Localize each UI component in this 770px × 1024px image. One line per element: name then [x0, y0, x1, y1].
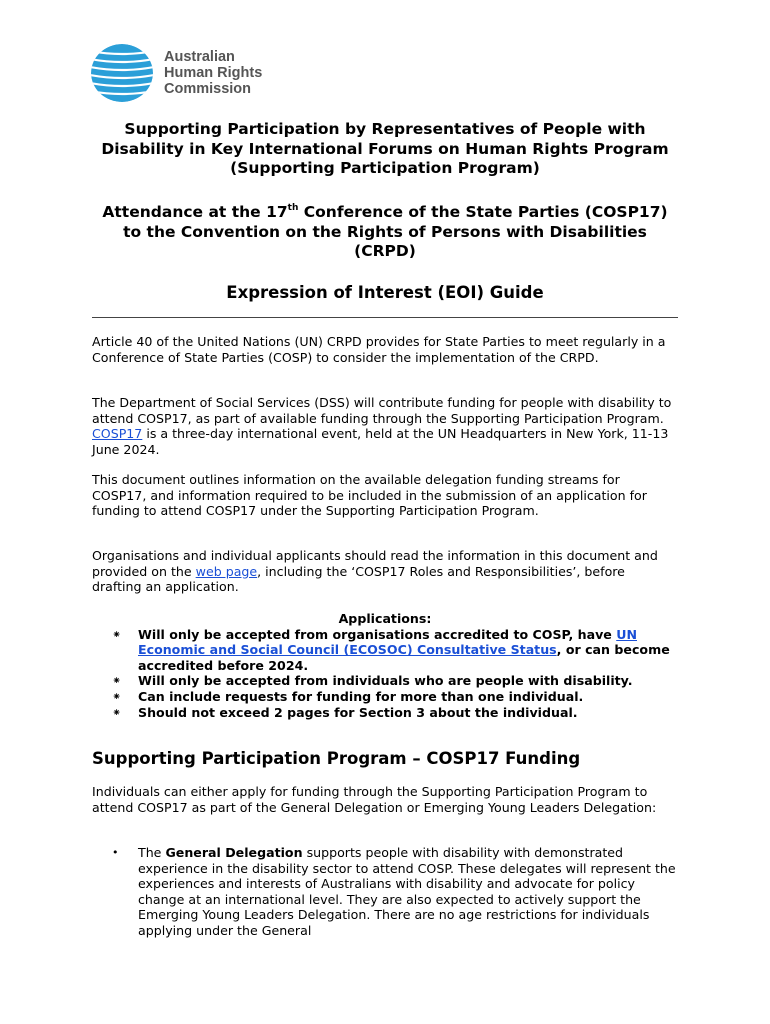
p4-text-pre: Organisations and individual applicants should read the information in this document and provided on the — [92, 548, 658, 579]
item4-text: Should not exceed 2 pages for Section 3 about the individual. — [138, 704, 578, 720]
paragraph-article-40: Article 40 of the United Nations (UN) CRPD provides for State Parties to meet regularly in a Conference of State Parties (COSP) to consider the implementation of the CRPD. — [92, 334, 666, 365]
paragraph-document-outline: This document outlines information on the available delegation funding streams for COSP17, and information required to be included in the submission of an application for funding to attend COSP17 under the Supporting Participation Program. — [92, 472, 647, 519]
p2-text-pre: The Department of Social Services (DSS) will contribute funding for people with disability to attend COSP17, as part of available funding through the Supporting Participation Program. — [92, 395, 672, 426]
section-heading: Supporting Participation Program – COSP17 Funding — [92, 749, 581, 768]
paragraph-read-info — [92, 548, 678, 595]
applications-list — [92, 627, 678, 721]
logo-wordmark — [164, 49, 262, 97]
logo-line-1: Australian — [164, 49, 235, 65]
gd-term: General Delegation — [165, 845, 303, 860]
event-title-sup: th — [287, 203, 299, 213]
paragraph-dss-funding — [92, 395, 678, 457]
applications-heading: Applications: — [338, 611, 432, 626]
list-item — [92, 689, 678, 705]
gd-text-post: supports people with disability with demonstrated experience in the disability sector to attend COSP. These delegates will represent the experiences and interests of Australians with disability and advocate for policy change at an international level. They are also expected to actively support the Emerging Young Leaders Delegation. There are no age restrictions for individuals applying under the General — [138, 845, 676, 938]
delegation-list — [92, 845, 678, 939]
event-title — [92, 203, 678, 262]
paragraph-delegation-intro: Individuals can either apply for funding through the Supporting Participation Program to attend COSP17 as part of the General Delegation or Emerging Young Leaders Delegation: — [92, 784, 657, 815]
p2-text-post: is a three-day international event, held at the UN Headquarters in New York, 11-13 June 2024. — [92, 426, 669, 457]
cosp17-link[interactable]: COSP17 — [92, 426, 143, 442]
bullet-icon: • — [112, 846, 119, 859]
guide-title: Expression of Interest (EOI) Guide — [226, 283, 544, 302]
item1-text-pre: Will only be accepted from organisations accredited to COSP, have — [138, 626, 617, 642]
item3-text: Can include requests for funding for more than one individual. — [138, 688, 584, 704]
logo-line-2: Human Rights — [164, 65, 263, 81]
logo-line-3: Commission — [164, 81, 252, 97]
list-item — [92, 705, 678, 721]
item1-text-post: , or can become accredited before 2024. — [138, 642, 670, 673]
p4-text-post: , including the ‘COSP17 Roles and Responsibilities’, before drafting an application. — [92, 563, 625, 595]
item2-text: Will only be accepted from individuals who are people with disability. — [138, 673, 633, 689]
asterisk-bullet-icon: ⁕ — [112, 627, 122, 641]
applications-block — [92, 611, 678, 720]
gd-text-pre: The — [138, 845, 166, 860]
asterisk-bullet-icon: ⁕ — [112, 689, 122, 703]
event-title-post: Conference of the State Parties (COSP17) to the Convention on the Rights of Persons with Disabilities (CRPD) — [123, 203, 668, 260]
event-title-pre: Attendance at the 17 — [102, 203, 288, 221]
globe-sphere-icon — [90, 43, 154, 103]
title-divider — [92, 317, 678, 318]
list-item — [92, 673, 678, 689]
list-item — [92, 627, 678, 674]
ahrc-logo — [90, 43, 290, 103]
ecosoc-status-link[interactable]: UN Economic and Social Council (ECOSOC) Consultative Status — [138, 626, 637, 658]
asterisk-bullet-icon: ⁕ — [112, 674, 122, 688]
web-page-link[interactable]: web page — [195, 563, 258, 579]
list-item — [92, 845, 678, 939]
program-title: Supporting Participation by Representatives of People with Disability in Key International Forums on Human Rights Program (Supporting Participation Program) — [101, 120, 669, 177]
asterisk-bullet-icon: ⁕ — [112, 705, 122, 719]
